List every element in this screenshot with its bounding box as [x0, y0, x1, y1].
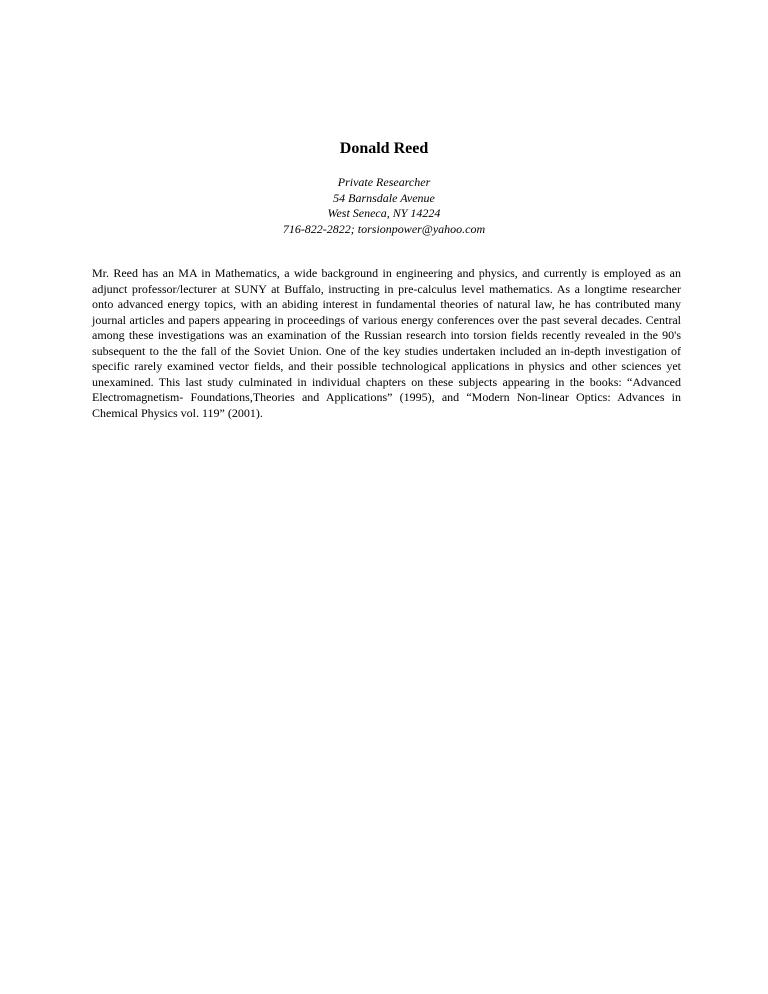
biography-paragraph: Mr. Reed has an MA in Mathematics, a wide background in engineering and physics, and currently is employed as an adjunct professor/lecturer at SUNY at Buffalo, instructing in pre-calculus level mathematics. As a longtime researcher onto advanced energy topics, with an abiding interest in fundamental theories of natural law, he has contributed many journal articles and papers appearing in proceedings of various energy conferences over the past several decades. Central among these investigations was an examination of the Russian research into torsion fields recently revealed in the 90's subsequent to the the fall of the Soviet Union. One of the key studies undertaken included an in-depth investigation of specific rarely examined vector fields, and their possible technological applications in physics and other sciences yet unexamined. This last study culminated in individual chapters on these subjects appearing in the books: “Advanced Electromagnetism- Foundations,Theories and Applications” (1995), and “Modern Non-linear Optics: Advances in Chemical Physics vol. 119” (2001). — [92, 266, 681, 420]
street-address: 54 Barnsdale Avenue — [333, 190, 435, 205]
author-name: Donald Reed — [339, 140, 429, 157]
author-role: Private Researcher — [337, 175, 431, 189]
contact-block — [0, 175, 768, 237]
phone-email: 716-822-2822; torsionpower@yahoo.com — [282, 221, 486, 236]
city-address: West Seneca, NY 14224 — [327, 206, 441, 220]
